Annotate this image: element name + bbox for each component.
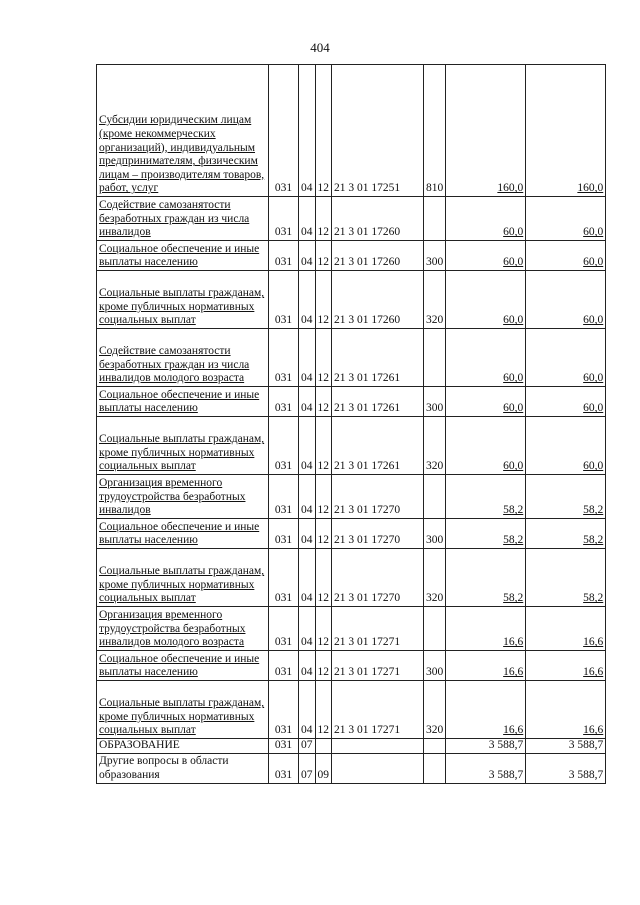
amount-year-1: 60,0 bbox=[446, 241, 526, 271]
target-article-code: 21 3 01 17271 bbox=[332, 681, 424, 739]
table-row bbox=[97, 197, 606, 241]
row-name: Содействие самозанятости безработных граждан из числа инвалидов молодого возраста bbox=[97, 329, 269, 387]
table-row bbox=[97, 329, 606, 387]
expense-type-code: 300 bbox=[424, 241, 446, 271]
amount-year-1: 60,0 bbox=[446, 387, 526, 417]
expense-type-code: 320 bbox=[424, 549, 446, 607]
table-row bbox=[97, 271, 606, 329]
amount-year-2: 60,0 bbox=[526, 271, 606, 329]
target-article-code: 21 3 01 17271 bbox=[332, 607, 424, 651]
subsection-code: 12 bbox=[315, 519, 332, 549]
expense-type-code bbox=[424, 753, 446, 783]
amount-year-2: 3 588,7 bbox=[526, 753, 606, 783]
section-code: 04 bbox=[299, 417, 316, 475]
row-name: Другие вопросы в области образования bbox=[97, 753, 269, 783]
subsection-code: 12 bbox=[315, 65, 332, 197]
admin-code: 031 bbox=[269, 197, 299, 241]
subsection-code: 12 bbox=[315, 417, 332, 475]
amount-year-2: 160,0 bbox=[526, 65, 606, 197]
row-name: Социальное обеспечение и иные выплаты населению bbox=[97, 241, 269, 271]
amount-year-1: 60,0 bbox=[446, 329, 526, 387]
amount-year-2: 60,0 bbox=[526, 387, 606, 417]
amount-year-1: 16,6 bbox=[446, 651, 526, 681]
row-name: Социальное обеспечение и иные выплаты населению bbox=[97, 651, 269, 681]
expense-type-code: 810 bbox=[424, 65, 446, 197]
target-article-code: 21 3 01 17251 bbox=[332, 65, 424, 197]
section-code: 04 bbox=[299, 475, 316, 519]
amount-year-2: 16,6 bbox=[526, 607, 606, 651]
expense-type-code: 320 bbox=[424, 681, 446, 739]
table-row bbox=[97, 651, 606, 681]
admin-code: 031 bbox=[269, 549, 299, 607]
section-code: 04 bbox=[299, 241, 316, 271]
target-article-code: 21 3 01 17260 bbox=[332, 241, 424, 271]
expense-type-code: 320 bbox=[424, 271, 446, 329]
table-row bbox=[97, 739, 606, 754]
table-row bbox=[97, 475, 606, 519]
section-code: 04 bbox=[299, 197, 316, 241]
amount-year-1: 60,0 bbox=[446, 417, 526, 475]
amount-year-2: 16,6 bbox=[526, 681, 606, 739]
admin-code: 031 bbox=[269, 271, 299, 329]
row-name: Социальные выплаты гражданам, кроме публичных нормативных социальных выплат bbox=[97, 271, 269, 329]
admin-code: 031 bbox=[269, 519, 299, 549]
subsection-code: 09 bbox=[315, 753, 332, 783]
section-code: 04 bbox=[299, 271, 316, 329]
table-row bbox=[97, 519, 606, 549]
amount-year-2: 58,2 bbox=[526, 549, 606, 607]
admin-code: 031 bbox=[269, 475, 299, 519]
admin-code: 031 bbox=[269, 607, 299, 651]
amount-year-1: 3 588,7 bbox=[446, 753, 526, 783]
expense-type-code: 300 bbox=[424, 519, 446, 549]
amount-year-1: 58,2 bbox=[446, 549, 526, 607]
section-code: 04 bbox=[299, 549, 316, 607]
admin-code: 031 bbox=[269, 241, 299, 271]
row-name: Социальные выплаты гражданам, кроме публичных нормативных социальных выплат bbox=[97, 681, 269, 739]
subsection-code: 12 bbox=[315, 329, 332, 387]
amount-year-2: 60,0 bbox=[526, 241, 606, 271]
admin-code: 031 bbox=[269, 387, 299, 417]
subsection-code: 12 bbox=[315, 607, 332, 651]
admin-code: 031 bbox=[269, 753, 299, 783]
row-name: Субсидии юридическим лицам (кроме некоммерческих организаций), индивидуальным предпринимателям, физическим лицам – производителям товаров, работ, услуг bbox=[97, 65, 269, 197]
amount-year-1: 60,0 bbox=[446, 271, 526, 329]
table-row bbox=[97, 241, 606, 271]
target-article-code: 21 3 01 17261 bbox=[332, 417, 424, 475]
amount-year-1: 3 588,7 bbox=[446, 739, 526, 754]
expense-type-code: 300 bbox=[424, 651, 446, 681]
row-name: Организация временного трудоустройства безработных инвалидов молодого возраста bbox=[97, 607, 269, 651]
target-article-code: 21 3 01 17260 bbox=[332, 197, 424, 241]
section-code: 04 bbox=[299, 681, 316, 739]
row-name: ОБРАЗОВАНИЕ bbox=[97, 739, 269, 754]
row-name: Организация временного трудоустройства безработных инвалидов bbox=[97, 475, 269, 519]
target-article-code: 21 3 01 17270 bbox=[332, 519, 424, 549]
page-number: 404 bbox=[310, 40, 330, 55]
admin-code: 031 bbox=[269, 651, 299, 681]
target-article-code: 21 3 01 17261 bbox=[332, 387, 424, 417]
section-code: 04 bbox=[299, 607, 316, 651]
subsection-code: 12 bbox=[315, 241, 332, 271]
subsection-code: 12 bbox=[315, 387, 332, 417]
section-code: 07 bbox=[299, 753, 316, 783]
section-code: 04 bbox=[299, 329, 316, 387]
table-row bbox=[97, 417, 606, 475]
target-article-code: 21 3 01 17271 bbox=[332, 651, 424, 681]
expense-type-code: 320 bbox=[424, 417, 446, 475]
row-name: Социальные выплаты гражданам, кроме публичных нормативных социальных выплат bbox=[97, 549, 269, 607]
section-code: 04 bbox=[299, 519, 316, 549]
table-row bbox=[97, 387, 606, 417]
row-name: Социальное обеспечение и иные выплаты населению bbox=[97, 519, 269, 549]
expense-type-code bbox=[424, 197, 446, 241]
target-article-code: 21 3 01 17270 bbox=[332, 475, 424, 519]
admin-code: 031 bbox=[269, 65, 299, 197]
budget-table bbox=[96, 64, 606, 784]
expense-type-code bbox=[424, 475, 446, 519]
target-article-code: 21 3 01 17260 bbox=[332, 271, 424, 329]
admin-code: 031 bbox=[269, 329, 299, 387]
table-row bbox=[97, 753, 606, 783]
admin-code: 031 bbox=[269, 739, 299, 754]
expense-type-code bbox=[424, 607, 446, 651]
admin-code: 031 bbox=[269, 417, 299, 475]
subsection-code bbox=[315, 739, 332, 754]
amount-year-1: 160,0 bbox=[446, 65, 526, 197]
amount-year-1: 58,2 bbox=[446, 519, 526, 549]
amount-year-2: 16,6 bbox=[526, 651, 606, 681]
target-article-code: 21 3 01 17261 bbox=[332, 329, 424, 387]
amount-year-2: 58,2 bbox=[526, 519, 606, 549]
target-article-code bbox=[332, 739, 424, 754]
expense-type-code bbox=[424, 329, 446, 387]
subsection-code: 12 bbox=[315, 549, 332, 607]
subsection-code: 12 bbox=[315, 197, 332, 241]
subsection-code: 12 bbox=[315, 651, 332, 681]
amount-year-2: 60,0 bbox=[526, 417, 606, 475]
target-article-code: 21 3 01 17270 bbox=[332, 549, 424, 607]
expense-type-code bbox=[424, 739, 446, 754]
section-code: 04 bbox=[299, 65, 316, 197]
amount-year-2: 60,0 bbox=[526, 197, 606, 241]
section-code: 04 bbox=[299, 651, 316, 681]
subsection-code: 12 bbox=[315, 271, 332, 329]
expense-type-code: 300 bbox=[424, 387, 446, 417]
row-name: Социальное обеспечение и иные выплаты населению bbox=[97, 387, 269, 417]
amount-year-1: 16,6 bbox=[446, 607, 526, 651]
section-code: 04 bbox=[299, 387, 316, 417]
amount-year-2: 3 588,7 bbox=[526, 739, 606, 754]
amount-year-1: 16,6 bbox=[446, 681, 526, 739]
table-row bbox=[97, 549, 606, 607]
subsection-code: 12 bbox=[315, 475, 332, 519]
row-name: Социальные выплаты гражданам, кроме публичных нормативных социальных выплат bbox=[97, 417, 269, 475]
amount-year-1: 58,2 bbox=[446, 475, 526, 519]
admin-code: 031 bbox=[269, 681, 299, 739]
subsection-code: 12 bbox=[315, 681, 332, 739]
amount-year-2: 58,2 bbox=[526, 475, 606, 519]
table-row bbox=[97, 65, 606, 197]
table-row bbox=[97, 607, 606, 651]
target-article-code bbox=[332, 753, 424, 783]
row-name: Содействие самозанятости безработных граждан из числа инвалидов bbox=[97, 197, 269, 241]
section-code: 07 bbox=[299, 739, 316, 754]
amount-year-2: 60,0 bbox=[526, 329, 606, 387]
table-row bbox=[97, 681, 606, 739]
amount-year-1: 60,0 bbox=[446, 197, 526, 241]
